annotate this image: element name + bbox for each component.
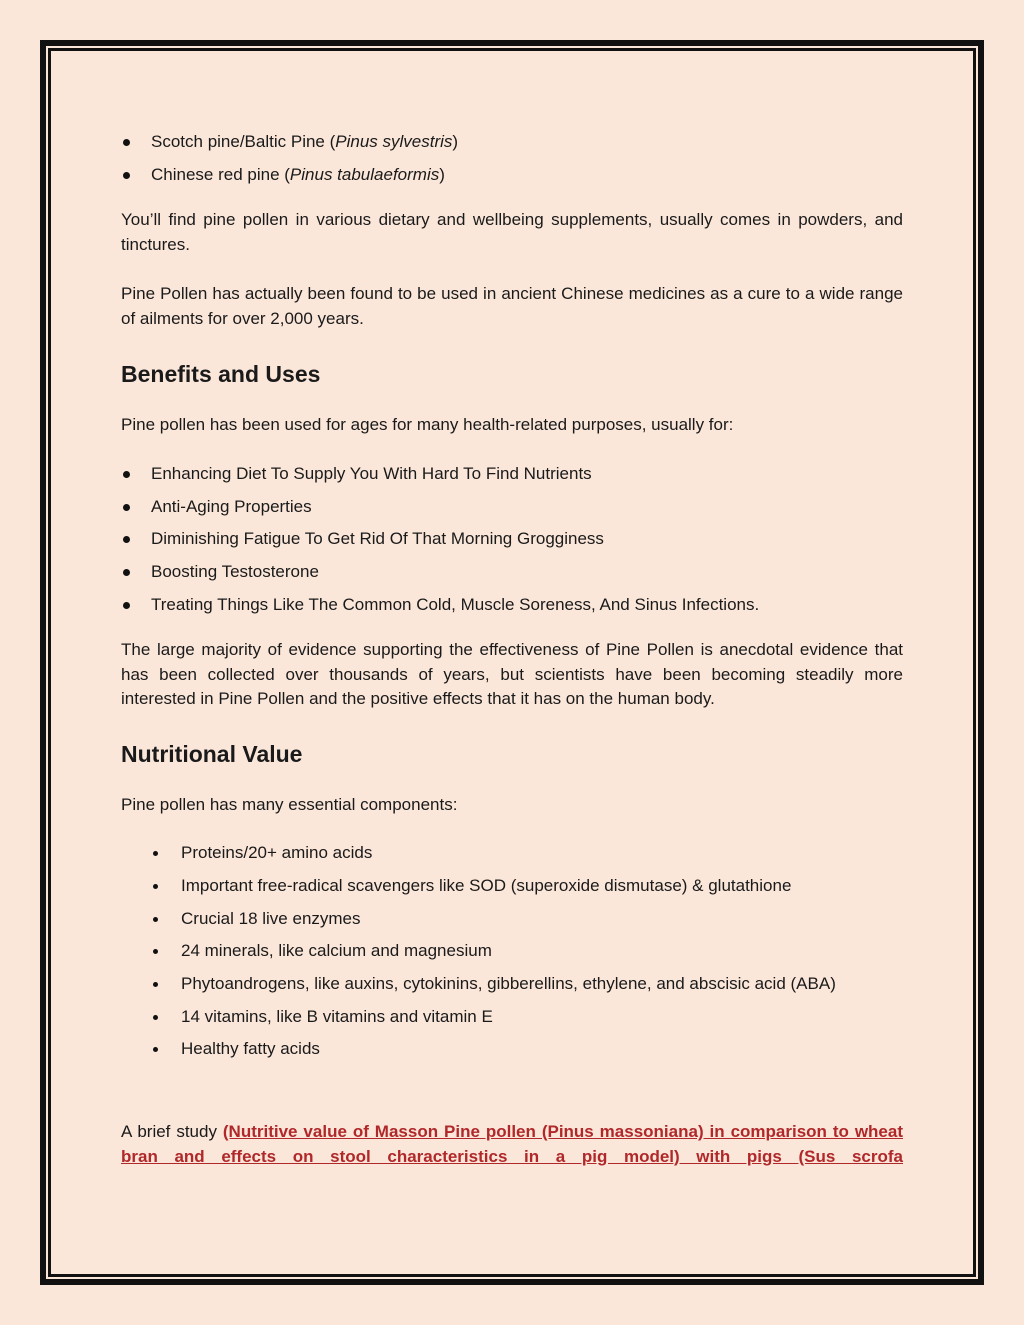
list-item: Crucial 18 live enzymes [121, 903, 903, 936]
benefits-list [121, 458, 903, 621]
species-common-name: Chinese red pine ( [151, 164, 290, 184]
benefits-heading: Benefits and Uses [121, 361, 321, 388]
document-body [121, 126, 903, 1169]
supplements-paragraph: You’ll find pine pollen in various dietary and wellbeing supplements, usually comes in powders, and tinctures. [121, 210, 903, 254]
species-paren: ) [439, 164, 445, 184]
list-item: Important free-radical scavengers like SOD (superoxide dismutase) & glutathione [121, 870, 903, 903]
history-paragraph: Pine Pollen has actually been found to be used in ancient Chinese medicines as a cure to a wide range of ailments for over 2,000 years. [121, 284, 903, 328]
list-item [121, 126, 903, 159]
list-item: Proteins/20+ amino acids [121, 837, 903, 870]
list-item: 14 vitamins, like B vitamins and vitamin E [121, 1001, 903, 1034]
list-item: Treating Things Like The Common Cold, Muscle Soreness, And Sinus Infections. [121, 589, 903, 622]
study-link[interactable]: (Nutritive value of Masson Pine pollen (Pinus massoniana) in comparison to wheat bran and effects on stool characteristics in a pig model) with pigs (Sus scrofa [121, 1122, 903, 1166]
nutrition-list [121, 837, 903, 1066]
nutrition-intro: Pine pollen has many essential components: [121, 794, 458, 814]
list-item [121, 159, 903, 192]
species-paren: ) [452, 132, 459, 151]
benefits-intro: Pine pollen has been used for ages for many health-related purposes, usually for: [121, 415, 734, 435]
species-latin-name: Pinus sylvestris [335, 132, 453, 151]
species-common-name: Scotch pine/Baltic Pine ( [151, 132, 336, 151]
list-item: Enhancing Diet To Supply You With Hard To Find Nutrients [121, 458, 903, 491]
species-latin-name: Pinus tabulaeformis [289, 164, 440, 184]
pine-species-list [121, 126, 903, 191]
nutrition-heading: Nutritional Value [121, 740, 303, 767]
list-item: Boosting Testosterone [121, 556, 903, 589]
list-item: Anti-Aging Properties [121, 491, 903, 524]
evidence-paragraph: The large majority of evidence supporting the effectiveness of Pine Pollen is anecdotal evidence that has been collected over thousands of years, but scientists have been becoming steadily more interested in Pine Pollen and the positive effects that it has on the human body. [121, 640, 903, 709]
list-item: 24 minerals, like calcium and magnesium [121, 935, 903, 968]
list-item: Diminishing Fatigue To Get Rid Of That Morning Grogginess [121, 523, 903, 556]
list-item: Healthy fatty acids [121, 1033, 903, 1066]
list-item: Phytoandrogens, like auxins, cytokinins, gibberellins, ethylene, and abscisic acid (ABA) [121, 968, 903, 1001]
study-paragraph [121, 1120, 903, 1169]
study-prefix: A brief study [121, 1122, 223, 1142]
